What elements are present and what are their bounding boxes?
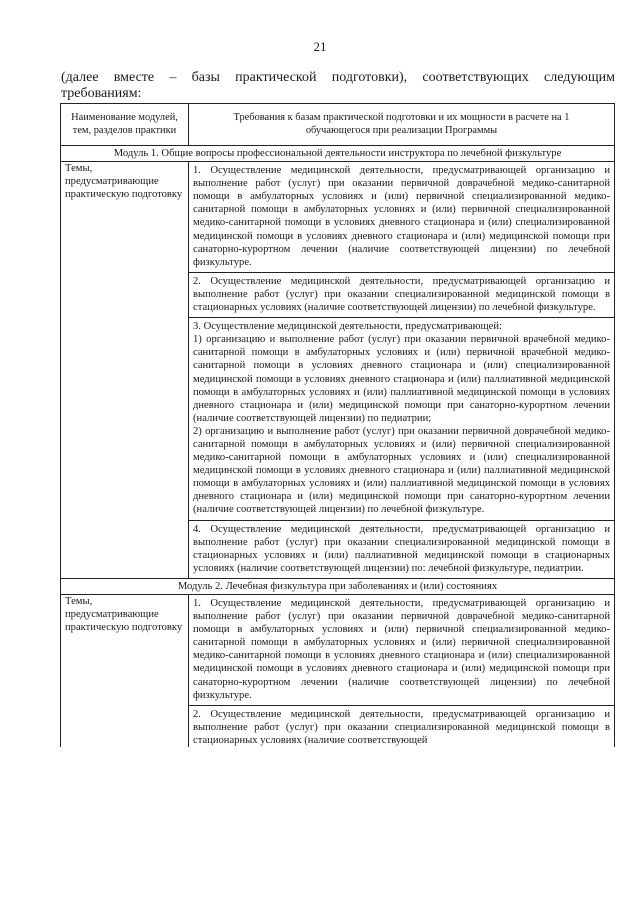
requirement-3-lead: 3. Осуществление медицинской деятельности, предусматривающей: <box>193 321 502 333</box>
module-1-requirement-3 <box>189 318 615 520</box>
header-col-modules: Наименование модулей, тем, разделов практики <box>61 104 189 146</box>
requirements-table <box>60 103 615 747</box>
module-2-requirement-2: 2. Осуществление медицинской деятельности, предусматривающей организацию и выполнение работ (услуг) при оказании специализированной медицинской помощи в стационарных условиях (наличие соответствующей <box>189 705 615 747</box>
module-2-requirement-1: 1. Осуществление медицинской деятельности, предусматривающей организацию и выполнение работ (услуг) при оказании первичной доврачебной медико-санитарной помощи в амбулаторных условиях и (или) первичной специализированной медико-санитарной помощи в амбулаторных условиях и (или) первичной специализированной медико-санитарной помощи в условиях дневного стационара и (или) специализированной медицинской помощи в условиях дневного стационара и (или) медицинской помощи при санаторно-курортном лечении (наличие соответствующей лицензии) по лечебной физкультуре. <box>189 595 615 706</box>
module-1-requirement-2: 2. Осуществление медицинской деятельности, предусматривающей организацию и выполнение работ (услуг) при оказании специализированной медицинской помощи в стационарных условиях (наличие соответствующей лицензии) по лечебной физкультуре. <box>189 272 615 317</box>
module-2-topic: Темы, предусматривающие практическую подготовку <box>61 595 189 748</box>
module-row <box>61 146 615 162</box>
table-header-row <box>61 104 615 146</box>
module-1-requirement-4: 4. Осуществление медицинской деятельности, предусматривающей организацию и выполнение работ (услуг) при оказании специализированной медицинской помощи в стационарных условиях и (или) паллиативной медицинской помощи в стационарных условиях (наличие соответствующей лицензии) по: лечебной физкультуре, педиатрии. <box>189 520 615 578</box>
module-1-title: Модуль 1. Общие вопросы профессиональной деятельности инструктора по лечебной физкультуре <box>61 146 615 162</box>
module-2-title: Модуль 2. Лечебная физкультура при заболеваниях и (или) состояниях <box>61 578 615 594</box>
table-row <box>61 595 615 706</box>
requirement-3-item-1: 1) организацию и выполнение работ (услуг) при оказании первичной врачебной медико-санитарной помощи в амбулаторных условиях и (или) первичной врачебной медико-санитарной помощи в условиях дневного стационара и (или) специализированной медицинской помощи в условиях дневного стационара и (или) паллиативной медицинской помощи в амбулаторных условиях и (или) паллиативной медицинской помощи в условиях дневного стационара и (или) медицинской помощи при санаторно-курортном лечении (наличие соответствующей лицензии) по педиатрии; <box>193 334 610 424</box>
intro-line-1: (далее вместе – базы практической подготовки), соответствующих следующим <box>61 70 615 85</box>
module-1-requirement-1: 1. Осуществление медицинской деятельности, предусматривающей организацию и выполнение работ (услуг) при оказании первичной доврачебной медико-санитарной помощи в амбулаторных условиях и (или) первичной специализированной медико-санитарной помощи в амбулаторных условиях и (или) первичной специализированной медико-санитарной помощи в условиях дневного стационара и (или) специализированной медицинской помощи в условиях дневного стационара и (или) медицинской помощи при санаторно-курортном лечении (наличие соответствующей лицензии) по лечебной физкультуре. <box>189 162 615 273</box>
page-number: 21 <box>313 39 327 54</box>
intro-line-2: требованиям: <box>61 86 142 101</box>
requirement-3-item-2: 2) организацию и выполнение работ (услуг) при оказании первичной доврачебной медико-санитарной помощи в амбулаторных условиях и (или) первичной специализированной медико-санитарной помощи в амбулаторных условиях и (или) специализированной медицинской помощи в условиях дневного стационара и (или) паллиативной медицинской помощи в амбулаторных условиях и (или) паллиативной медицинской помощи в условиях дневного стационара и (или) медицинской помощи при санаторно-курортном лечении (наличие соответствующей лицензии) по лечебной физкультуре. <box>193 425 610 516</box>
header-col-requirements: Требования к базам практической подготовки и их мощности в расчете на 1 обучающегося при реализации Программы <box>189 104 615 146</box>
module-row <box>61 578 615 594</box>
intro-paragraph <box>61 70 615 102</box>
module-1-topic: Темы, предусматривающие практическую подготовку <box>61 162 189 579</box>
table-row <box>61 162 615 273</box>
